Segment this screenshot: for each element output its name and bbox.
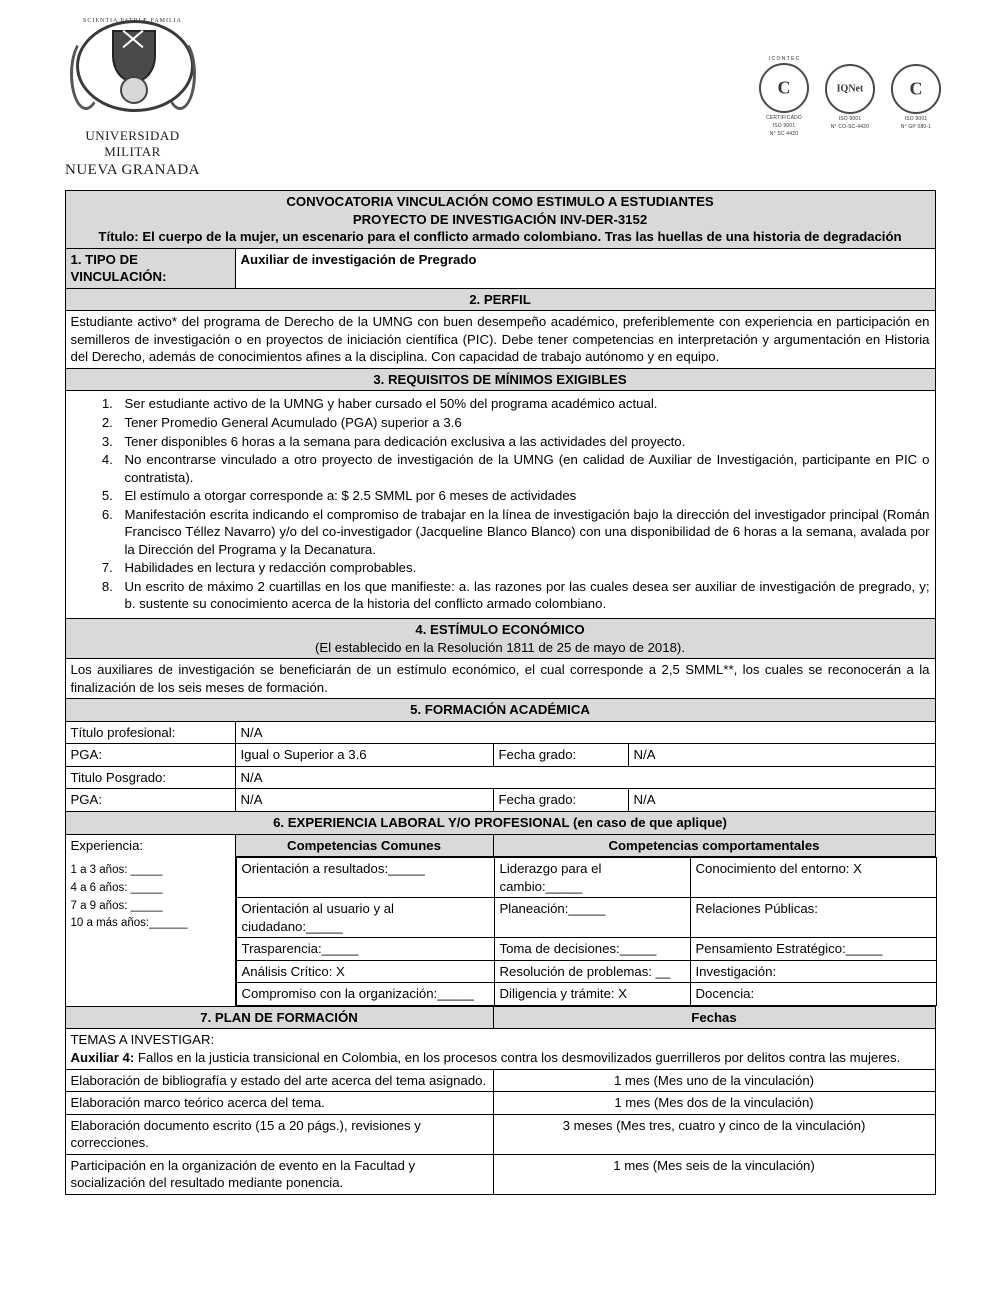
requisitos-list <box>71 395 930 613</box>
list-item: 6. Manifestación escrita indicando el compromiso de trabajar en la línea de investigación bajo la dirección del investigador principal (Román Francisco Téllez Navarro) y/o del co-investigador (Jacqueline Blanco Blanco) con una disponibilidad de 6 horas a la semana, avalada por la Dirección del Programa y la Decanatura. <box>117 506 930 559</box>
plan-actividad-3: Participación en la organización de evento en la Facultad y socialización del resultado mediante ponencia. <box>65 1154 493 1194</box>
table-row-estimulo-text <box>65 659 935 699</box>
competencia-comp1-4: Diligencia y trámite: X <box>494 983 690 1006</box>
table-row-pga-pregrado <box>65 744 935 767</box>
plan-fecha-0: 1 mes (Mes uno de la vinculación) <box>493 1069 935 1092</box>
competencia-comp1-3: Resolución de problemas: __ <box>494 960 690 983</box>
table-row <box>236 858 936 898</box>
cert-ring-icon-0 <box>759 63 809 113</box>
crest-laurel-right-icon <box>164 38 196 110</box>
temas-label: TEMAS A INVESTIGAR: <box>70 1032 215 1048</box>
cert-code-0: ISO 9001 <box>772 123 796 129</box>
section4-text: Los auxiliares de investigación se beneficiarán de un estímulo económico, el cual corresponde a 2,5 SMML**, los cuales se reconocerán a la finalización de los seis meses de formación. <box>65 659 935 699</box>
competencia-comp2-0: Conocimiento del entorno: X <box>690 858 936 898</box>
formacion-value-2: N/A <box>235 766 935 789</box>
university-crest <box>60 18 205 179</box>
title-line-1: CONVOCATORIA VINCULACIÓN COMO ESTIMULO A ESTUDIANTES <box>286 194 714 209</box>
document-title-cell <box>65 191 935 249</box>
formacion-label-2: Titulo Posgrado: <box>65 766 235 789</box>
experiencia-years-3: 10 a más años:______ <box>70 917 188 930</box>
formacion-value-1: Igual o Superior a 3.6 <box>235 744 493 767</box>
certification-iqnet <box>824 63 876 130</box>
competencia-comun-0: Orientación a resultados:_____ <box>236 858 494 898</box>
crest-inner-shield-icon <box>112 30 156 82</box>
temas-cell <box>65 1029 935 1069</box>
plan-actividad-2: Elaboración documento escrito (15 a 20 págs.), revisiones y correcciones. <box>65 1114 493 1154</box>
cert-ring-icon-2 <box>891 64 941 114</box>
formacion-label2-3: Fecha grado: <box>493 789 628 812</box>
competencia-comun-1: Orientación al usuario y al ciudadano:_____ <box>236 898 494 938</box>
title-line-2: PROYECTO DE INVESTIGACIÓN INV-DER-3152 <box>352 211 648 227</box>
list-item: 7. Habilidades en lectura y redacción comprobables. <box>117 559 930 577</box>
experiencia-label: Experiencia: <box>70 837 144 853</box>
list-item: 2. Tener Promedio General Acumulado (PGA) superior a 3.6 <box>117 414 930 432</box>
table-row-experiencia-header <box>65 811 935 834</box>
crest-motto: SCIENTIA PATRIÆ FAMILIA <box>82 18 182 24</box>
list-item: 5. El estímulo a otorgar corresponde a: $ 2.5 SMML por 6 meses de actividades <box>117 487 930 505</box>
plan-actividad-1: Elaboración marco teórico acerca del tema. <box>65 1092 493 1115</box>
list-item: 8. Un escrito de máximo 2 cuartillas en los que manifieste: a. las razones por las cuales desea ser auxiliar de investigación de pregrado, y; b. sustente su conocimiento acerca de la historia del conflicto armado colombiano. <box>117 578 930 613</box>
cert-glyph-0: C <box>777 77 791 98</box>
plan-actividad-0: Elaboración de bibliografía y estado del arte acerca del tema asignado. <box>65 1069 493 1092</box>
section2-header: 2. PERFIL <box>65 288 935 311</box>
competencia-comp2-4: Docencia: <box>690 983 936 1006</box>
competencias-comunes-header: Competencias Comunes <box>235 834 493 857</box>
table-row-perfil-text <box>65 311 935 369</box>
formacion-label-0: Título profesional: <box>65 721 235 744</box>
section1-value: Auxiliar de investigación de Pregrado <box>235 248 935 288</box>
list-item: 1. Ser estudiante activo de la UMNG y haber cursado el 50% del programa académico actual. <box>117 395 930 413</box>
formacion-value2-3: N/A <box>628 789 935 812</box>
formacion-value2-1: N/A <box>628 744 935 767</box>
plan-fecha-3: 1 mes (Mes seis de la vinculación) <box>493 1154 935 1194</box>
table-row-formacion-header <box>65 699 935 722</box>
list-item: 4. No encontrarse vinculado a otro proyecto de investigación de la UMNG (en calidad de Auxiliar de Investigación, participante en PIC o contratista). <box>117 451 930 486</box>
table-row-plan-2 <box>65 1114 935 1154</box>
experiencia-years-2: 7 a 9 años: _____ <box>70 899 163 912</box>
cert-top-label-0: I C O N T E C <box>768 56 800 62</box>
auxiliar-text: Fallos en la justicia transicional en Colombia, en los procesos contra los desmovilizados guerrilleros por delitos contra las mujeres. <box>134 1049 901 1065</box>
competencia-comp2-3: Investigación: <box>690 960 936 983</box>
competencia-comp2-2: Pensamiento Estratégico:_____ <box>690 938 936 961</box>
table-row-temas <box>65 1029 935 1069</box>
list-item: 3. Tener disponibles 6 horas a la semana para dedicación exclusiva a las actividades del proyecto. <box>117 433 930 451</box>
experiencia-years-0: 1 a 3 años: _____ <box>70 864 163 877</box>
competencia-comp2-1: Relaciones Públicas: <box>690 898 936 938</box>
certification-logos <box>758 56 942 137</box>
cert-number-0: N° SC 4420 <box>769 131 799 137</box>
table-row-titulo-profesional <box>65 721 935 744</box>
cert-sub-0: CERTIFICADO <box>766 115 802 121</box>
section4-header: 4. ESTÍMULO ECONÓMICO <box>415 622 585 638</box>
crest-medallion-icon <box>120 76 148 104</box>
crest-name-line2: NUEVA GRANADA <box>65 161 200 178</box>
cert-glyph-2: C <box>909 78 923 99</box>
competencias-comportamentales-header: Competencias comportamentales <box>493 834 935 857</box>
table-row <box>236 960 936 983</box>
section1-label: 1. TIPO DE VINCULACIÓN: <box>65 248 235 288</box>
formacion-value-0: N/A <box>235 721 935 744</box>
table-row-plan-0 <box>65 1069 935 1092</box>
table-row-perfil-header <box>65 288 935 311</box>
table-row-title <box>65 191 935 249</box>
table-row-plan-header <box>65 1006 935 1029</box>
certification-icontec <box>758 56 810 137</box>
competencia-comun-2: Trasparencia:_____ <box>236 938 494 961</box>
perfil-text: Estudiante activo* del programa de Derecho de la UMNG con buen desempeño académico, preferiblemente con experiencia en participación en semilleros de investigación o en proyectos de iniciación científica (PIC). Debe tener competencias en interpretación y argumentación en Historia del Derecho, además de conocimientos afines a la disciplina. Con capacidad de trabajo autónomo y en equipo. <box>65 311 935 369</box>
competencia-comun-3: Análisis Crítico: X <box>236 960 494 983</box>
formacion-label-3: PGA: <box>65 789 235 812</box>
convocatoria-table <box>65 190 936 1195</box>
table-row-plan-3 <box>65 1154 935 1194</box>
section4-header-cell <box>65 619 935 659</box>
requisitos-cell <box>65 391 935 619</box>
section7-header: 7. PLAN DE FORMACIÓN <box>65 1006 493 1029</box>
document-header <box>0 0 1000 190</box>
competencia-comp1-2: Toma de decisiones:_____ <box>494 938 690 961</box>
cert-code-1: ISO 9001 <box>838 116 862 122</box>
title-line-3: Título: El cuerpo de la mujer, un escenario para el conflicto armado colombiano. Tras las huellas de una historia de degradación <box>98 229 902 245</box>
crest-name-line1: UNIVERSIDAD MILITAR <box>85 128 180 160</box>
table-row-titulo-posgrado <box>65 766 935 789</box>
formacion-label2-1: Fecha grado: <box>493 744 628 767</box>
formacion-value-3: N/A <box>235 789 493 812</box>
cert-ring-icon-1 <box>825 64 875 114</box>
table-row <box>236 938 936 961</box>
table-row-tipo-vinculacion <box>65 248 935 288</box>
competencias-grid-cell <box>235 857 935 1007</box>
competencias-table <box>236 857 937 1006</box>
plan-fecha-1: 1 mes (Mes dos de la vinculación) <box>493 1092 935 1115</box>
crest-name <box>60 128 205 179</box>
experiencia-years-1: 4 a 6 años: _____ <box>70 881 163 894</box>
table-row-estimulo-header <box>65 619 935 659</box>
auxiliar-line <box>71 1049 930 1067</box>
table-row-competencias-header <box>65 834 935 857</box>
table-row <box>236 898 936 938</box>
competencia-comun-4: Compromiso con la organización:_____ <box>236 983 494 1006</box>
section7-header-fechas: Fechas <box>493 1006 935 1029</box>
competencia-comp1-1: Planeación:_____ <box>494 898 690 938</box>
auxiliar-bold: Auxiliar 4: <box>70 1049 135 1065</box>
section3-header: 3. REQUISITOS DE MÍNIMOS EXIGIBLES <box>65 368 935 391</box>
experiencia-cell <box>65 834 235 1006</box>
formacion-label-1: PGA: <box>65 744 235 767</box>
crest-shield-icon <box>68 18 198 126</box>
section4-subtitle: (El establecido en la Resolución 1811 de 25 de mayo de 2018). <box>315 639 685 655</box>
competencia-comp1-0: Liderazgo para el cambio:_____ <box>494 858 690 898</box>
certification-gp <box>890 63 942 130</box>
plan-fecha-2: 3 meses (Mes tres, cuatro y cinco de la vinculación) <box>493 1114 935 1154</box>
cert-number-1: N° CO-SC-4420 <box>830 124 870 130</box>
cert-number-2: N° GP 080-1 <box>900 124 932 130</box>
crest-laurel-left-icon <box>70 38 102 110</box>
cert-code-2: ISO 9001 <box>904 116 928 122</box>
section5-header: 5. FORMACIÓN ACADÉMICA <box>65 699 935 722</box>
section6-header: 6. EXPERIENCIA LABORAL Y/O PROFESIONAL (en caso de que aplique) <box>65 811 935 834</box>
table-row-requisitos-header <box>65 368 935 391</box>
table-row <box>236 983 936 1006</box>
cert-glyph-1: IQNet <box>836 83 864 95</box>
table-row-plan-1 <box>65 1092 935 1115</box>
table-row-pga-posgrado <box>65 789 935 812</box>
table-row-requisitos-list <box>65 391 935 619</box>
